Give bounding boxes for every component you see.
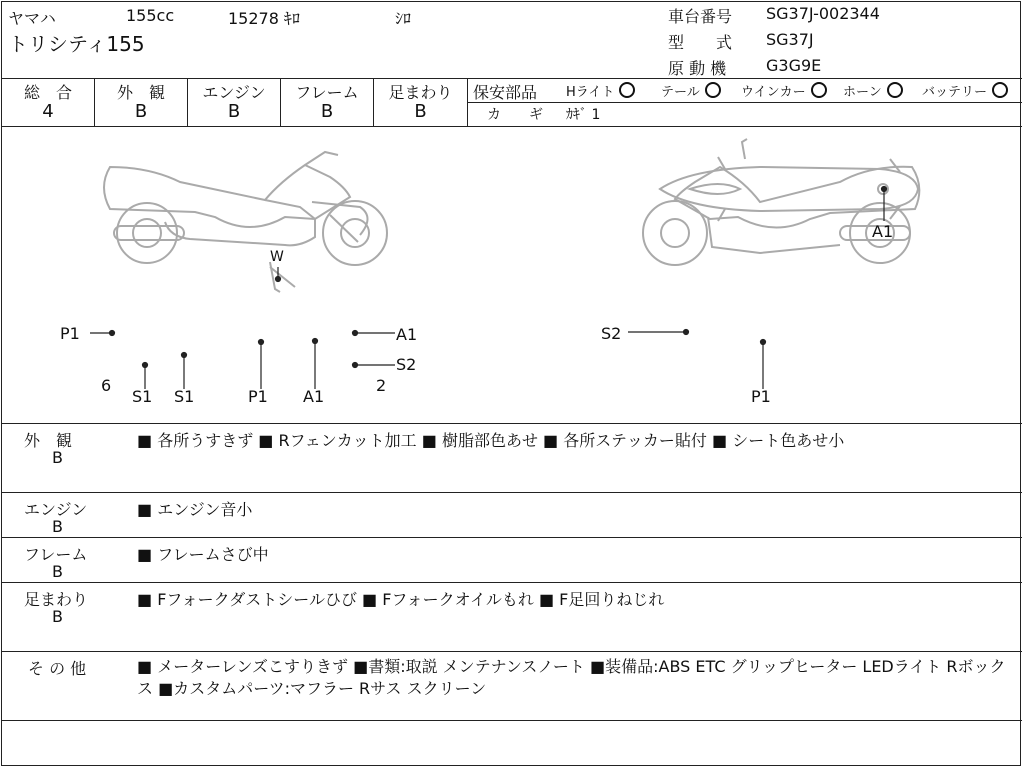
ok-circle-icon [619, 82, 635, 98]
mark-s2-front: S2 [396, 355, 417, 374]
engine-value: G3G9E [766, 56, 822, 75]
section-label-engine: エンジン [24, 500, 88, 519]
section-text-frame: ■ フレームさび中 [137, 545, 269, 564]
mark-6: 6 [101, 376, 112, 395]
safety-item-winker: ウインカー [741, 81, 827, 100]
mark-a1-top: A1 [872, 222, 894, 241]
type-value: SG37J [766, 30, 814, 49]
section-label-frame: フレーム [24, 545, 88, 564]
safety-item-headlight: Hライト [566, 81, 635, 100]
section-grade-frame: B [52, 562, 63, 581]
engine-label: 原 動 機 [668, 59, 727, 78]
grade-value-total: 4 [42, 101, 54, 122]
mark-a1-body: A1 [303, 387, 325, 406]
mark-p1-rear: P1 [60, 324, 80, 343]
section-label-other: そ の 他 [28, 659, 87, 678]
grade-label-engine: エンジン [202, 83, 266, 102]
section-text-suspension: ■ Fフォークダストシールひび ■ Fフォークオイルもれ ■ F足回りねじれ [137, 590, 665, 609]
ok-circle-icon [992, 82, 1008, 98]
key-value: ｶｷﾞ 1 [566, 107, 601, 123]
section-grade-engine: B [52, 517, 63, 536]
chassis-value: SG37J-002344 [766, 4, 880, 23]
grade-value-engine: B [227, 101, 241, 122]
damage-diagram [0, 127, 1022, 423]
mark-a1-front: A1 [396, 325, 418, 344]
mark-p1-right: P1 [751, 387, 771, 406]
displacement: 155cc [126, 6, 175, 25]
grade-label-exterior: 外 観 [116, 83, 165, 102]
grade-label-suspension: 足まわり [388, 83, 453, 102]
grade-value-exterior: B [134, 101, 148, 122]
section-label-exterior: 外 観 [24, 431, 73, 450]
section-grade-exterior: B [52, 448, 63, 467]
mark-s2-right: S2 [601, 324, 622, 343]
safety-label: 保安部品 [473, 83, 538, 102]
color: ｼﾛ [395, 9, 412, 28]
ok-circle-icon [811, 82, 827, 98]
section-label-suspension: 足まわり [24, 590, 89, 609]
mark-s1-rear: S1 [132, 387, 153, 406]
ok-circle-icon [705, 82, 721, 98]
grade-value-suspension: B [414, 101, 427, 122]
mark-w: W [270, 249, 284, 265]
mark-s1-muffler: S1 [174, 387, 195, 406]
scooter-left-view [104, 152, 387, 292]
section-text-exterior: ■ 各所うすきず ■ Rフェンカット加工 ■ 樹脂部色あせ ■ 各所ステッカー貼付 ■ シート色あせ小 [137, 431, 845, 450]
grade-value-frame: B [320, 101, 334, 122]
grade-label-total: 総 合 [23, 83, 72, 102]
safety-item-tail: テール [661, 81, 721, 100]
mileage: 15278 ｷﾛ [228, 9, 300, 28]
grade-label-frame: フレーム [295, 83, 359, 102]
safety-item-horn: ホーン [843, 81, 903, 100]
mark-p1-body: P1 [248, 387, 268, 406]
section-text-other: ■ メーターレンズこすりきず ■書類:取説 メンテナンスノート ■装備品:ABS ETC グリップヒーター LEDライト Rボックス ■カスタムパーツ:マフラー Rサス スクリーン [137, 657, 1006, 698]
chassis-label: 車台番号 [668, 7, 733, 26]
mark-2: 2 [376, 376, 387, 395]
model-name: トリシティ155 [8, 32, 145, 56]
safety-item-battery: バッテリー [922, 81, 1008, 100]
maker-name: ヤマハ [8, 9, 56, 28]
type-label: 型 式 [668, 33, 733, 52]
section-grade-suspension: B [52, 607, 63, 626]
section-text-engine: ■ エンジン音小 [137, 500, 253, 519]
key-label: カ ギ [487, 107, 543, 123]
scooter-right-view [643, 139, 919, 265]
ok-circle-icon [887, 82, 903, 98]
